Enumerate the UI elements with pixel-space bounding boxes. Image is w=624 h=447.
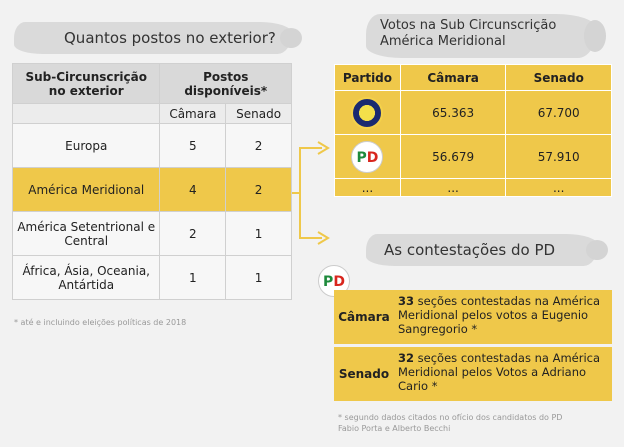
table-row [335, 135, 612, 179]
partido-cell [335, 135, 401, 179]
camara-cell: 2 [160, 212, 226, 256]
contest-senado-box [334, 347, 612, 401]
table-row [335, 179, 612, 197]
right-heading: Votos na Sub Circunscrição América Meridional [380, 18, 557, 49]
contest-footnote-1: * segundo dados citados no ofício dos candidatos do PD [338, 413, 563, 422]
pd-logo-icon: PD [318, 265, 350, 297]
contest-senado-label: Senado [338, 367, 390, 381]
contest-camara-label: Câmara [338, 310, 390, 324]
col-postos-header: Postos disponíveis* [160, 64, 292, 104]
senado-cell: 1 [226, 256, 292, 300]
col-region-header: Sub-Circunscrição no exterior [13, 64, 160, 104]
region-cell: América Setentrional e Central [13, 212, 160, 256]
left-heading: Quantos postos no exterior? [64, 29, 276, 47]
camara-cell: 65.363 [400, 91, 506, 135]
camara-cell: ... [400, 179, 506, 197]
usei-logo-icon [351, 97, 383, 129]
col-senado-header: Senado [506, 65, 612, 91]
contest-senado-text: 32 seções contestadas na América Meridional pelos Votos a Adriano Cario * [398, 351, 601, 393]
senado-cell: 2 [226, 124, 292, 168]
contest-camara-box [334, 290, 612, 344]
region-cell: África, Ásia, Oceania, Antártida [13, 256, 160, 300]
camara-cell: 4 [160, 168, 226, 212]
col-camara-header: Câmara [160, 104, 226, 124]
senado-cell: 2 [226, 168, 292, 212]
camara-cell: 56.679 [400, 135, 506, 179]
senado-cell: 57.910 [506, 135, 612, 179]
col-senado-header: Senado [226, 104, 292, 124]
camara-cell: 5 [160, 124, 226, 168]
partido-cell: ... [335, 179, 401, 197]
contest-heading: As contestações do PD [384, 241, 556, 259]
contest-footnote-2: Fabio Porta e Alberto Becchi [338, 424, 451, 433]
pd-logo-icon: PD [351, 141, 383, 173]
col-partido-header: Partido [335, 65, 401, 91]
senado-cell: 1 [226, 212, 292, 256]
senado-cell: ... [506, 179, 612, 197]
partido-cell [335, 91, 401, 135]
contest-camara-text: 33 seções contestadas na América Meridional pelos votos a Eugenio Sangregorio * [398, 294, 601, 336]
camara-cell: 1 [160, 256, 226, 300]
senado-cell: 67.700 [506, 91, 612, 135]
arrow-to-contest [300, 193, 322, 238]
votos-table [334, 64, 612, 197]
region-cell: Europa [13, 124, 160, 168]
left-footnote: * até e incluindo eleições políticas de 2018 [14, 318, 187, 327]
table-row [335, 91, 612, 135]
arrow-to-votos [292, 148, 322, 193]
col-camara-header: Câmara [400, 65, 506, 91]
region-cell: América Meridional [13, 168, 160, 212]
